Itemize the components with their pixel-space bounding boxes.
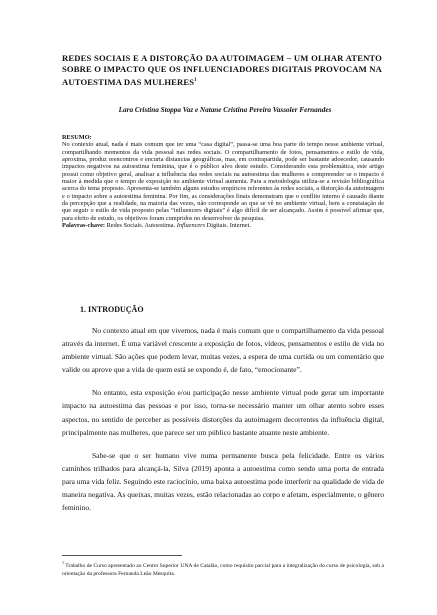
keywords-text: Redes Sociais. Autoestima. bbox=[105, 222, 177, 230]
section-heading: 1. INTRODUÇÃO bbox=[80, 305, 144, 314]
footnote bbox=[62, 559, 384, 579]
keywords-italic: Influencers bbox=[176, 222, 206, 230]
body-paragraph: No entanto, esta exposição e/ou participação nesse ambiente virtual pode gerar um importante impacto na autoestima das pessoas e por isso, torna-se necessário manter um olhar atento sobre esses aspectos, no sentido de perceber as possíveis distorções da autoimagem decorrentes da influência digital, principalmente nas mulheres, que parece ser um público bastante atuante neste ambiente. bbox=[62, 388, 384, 437]
paper-title bbox=[62, 53, 382, 88]
abstract-label: RESUMO: bbox=[62, 134, 92, 141]
paper-authors: Lara Cristina Stoppa Vaz e Natane Cristina Pereira Vassoler Fernandes bbox=[118, 106, 332, 114]
abstract-text: No contexto atual, nada é mais comum que ter uma “casa digital”, passa-se uma boa parte do tempo nesse ambiente virtual, compartilhando momentos da vida pessoal nas redes sociais. O compartilhamento de fotos, pensamentos e estilo de vida, aproxima, produz reencontros e encurta distancias geográficas, mas, em contrapartida, pode ser bastante adoecedor, causando impactos negativos na autoestima feminina, que é o público alvo deste estudo. Considerando esta problemática, este artigo possui como objetivo geral, analisar a influência das redes sociais na autoestima das mulheres e compreender se o impacto é maior à medida que o tempo de exposição no ambiente virtual aumenta. Para a metodologia utiliza-se a revisão bibliográfica acerca do tema proposto. Apresenta-se também alguns estudos empíricos referentes às redes sociais, a distorção da autoimagem e o impacto sobre a autoestima feminina. Por fim, as considerações finais demonstram que o conflito interno é causado diante da percepção que a realidade, na maioria das vezes, não corresponde ao que se vê no ambiente virtual, bem a constatação de que seguir o estilo de vida proposto pelas “influencers digitais” é algo difícil de ser alcançado. Assim é possível afirmar que, para efeito de estudo, os objetivos foram cumpridos no desenvolver da pesquisa. bbox=[62, 141, 384, 222]
footnote-divider bbox=[62, 555, 182, 556]
keywords-label: Palavras-chave: bbox=[62, 222, 106, 230]
body-paragraph: No contexto atual em que vivemos, nada é mais comum que o compartilhamento da vida pessoal através da internet. É uma variável crescente a exposição de fotos, vídeos, pensamentos e estilo de vida no ambiente virtual. São ações que podem levar, muitas vezes, a espera de uma curtida ou um comentário que valide ou aprove que a vida de quem está se expondo é, de fato, “emocionante”. bbox=[62, 326, 384, 375]
title-footnote-mark: 1 bbox=[194, 78, 197, 83]
footnote-text: Trabalho de Curso apresentado ao Centro Superior UNA de Catalão, como requisito parcial para a integralização do curso de psicologia, sob a orientação da professora Fernanda Leão Mesquita. bbox=[62, 562, 384, 578]
introduction-body bbox=[62, 324, 384, 524]
abstract-block bbox=[62, 134, 384, 229]
paper-title-text: REDES SOCIAIS E A DISTORÇÃO DA AUTOIMAGEM – UM OLHAR ATENTO SOBRE O IMPACTO QUE OS INFLUENCIADORES DIGITAIS PROVOCAM NA AUTOESTIMA DAS MULHERES bbox=[62, 53, 382, 87]
footnote-mark: 1 bbox=[62, 560, 64, 565]
keywords-text-end: Digitais. Internet. bbox=[205, 222, 251, 230]
body-paragraph: Sabe-se que o ser humano vive numa permanente busca pela felicidade. Entre os vários caminhos trilhados para alcançá-la, Silva (2019) aponta a autoestima como sendo uma porta de entrada para uma vida feliz. Seguindo este raciocínio, uma baixa autoestima pode interferir na qualidade de vida de maneira negativa. As queixas, muitas vezes, estão relacionadas ao corpo e afetam, especialmente, o gênero feminino. bbox=[62, 450, 384, 513]
